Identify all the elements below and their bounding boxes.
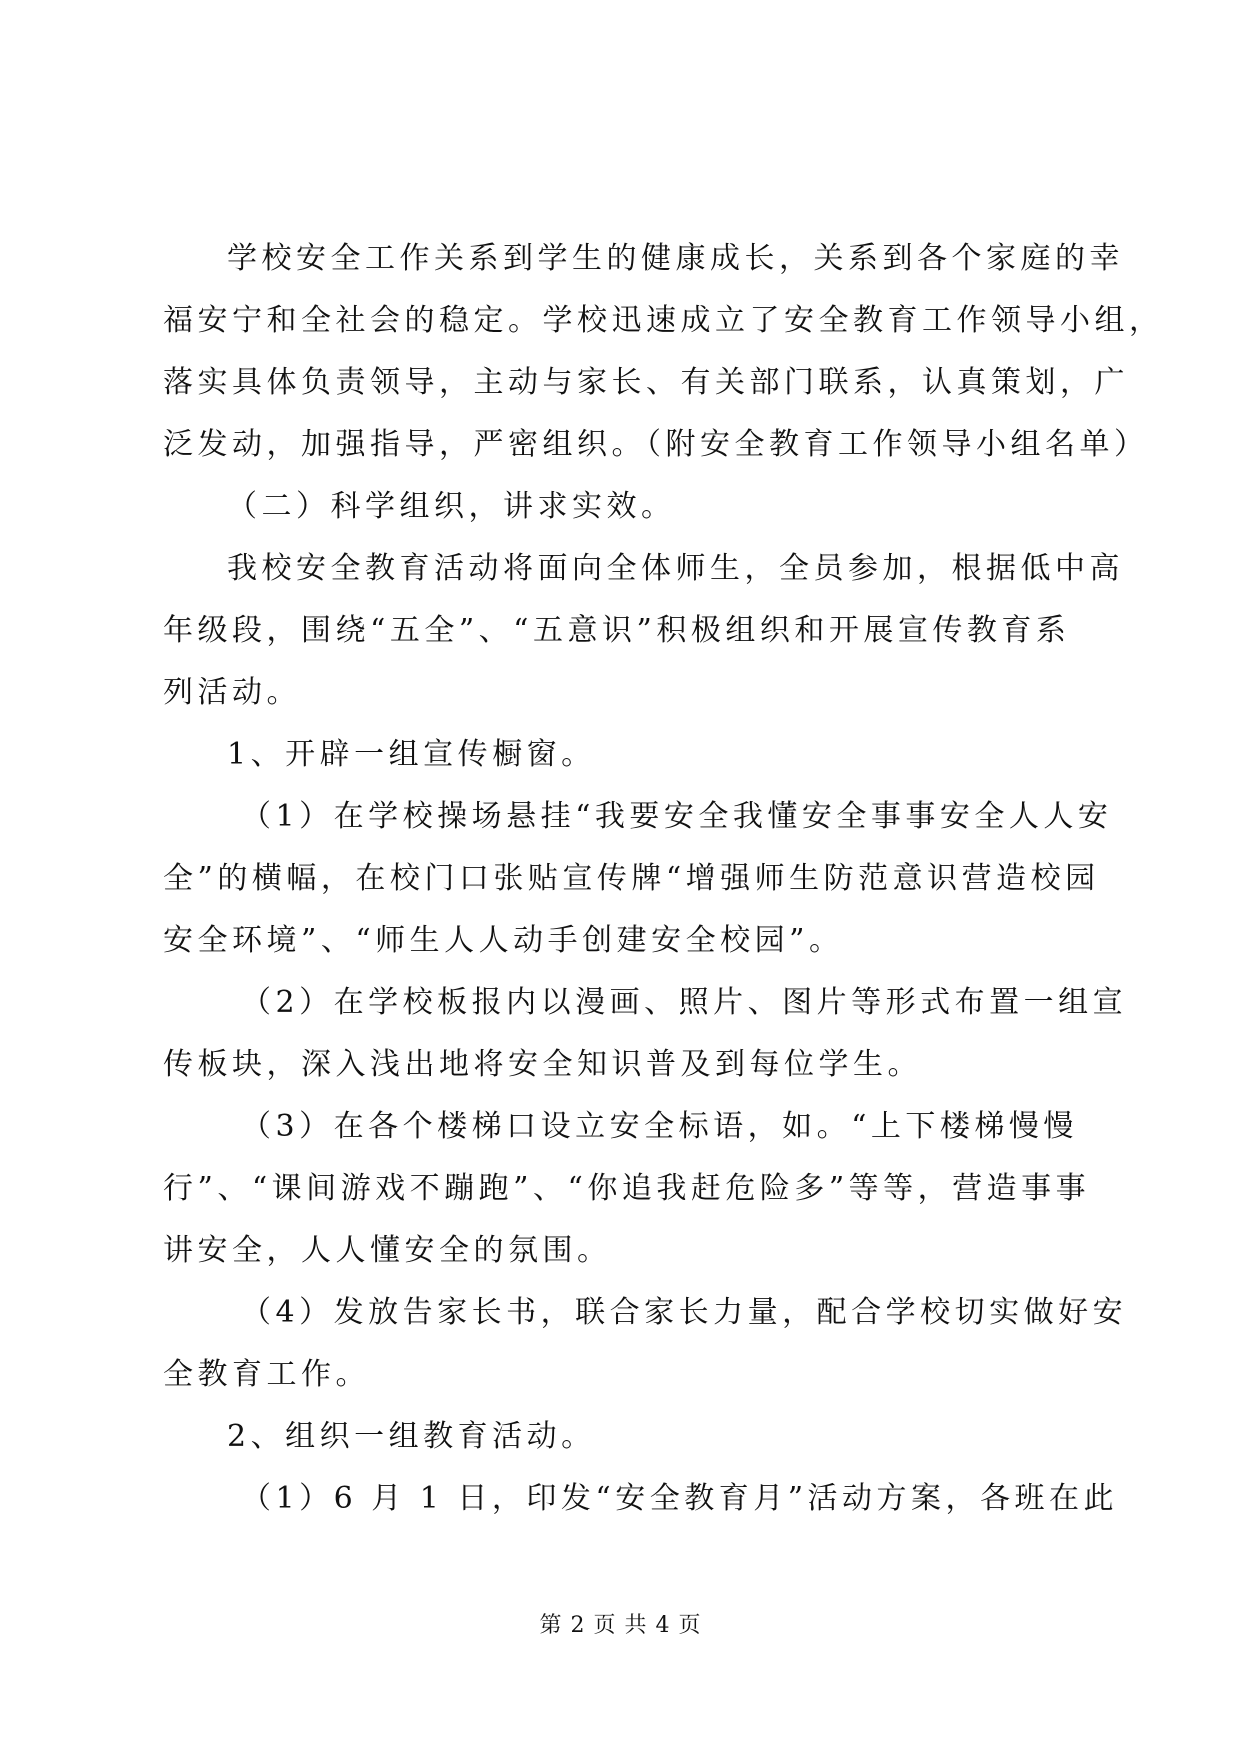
subsection-heading: 2、组织一组教育活动。 bbox=[227, 1419, 596, 1454]
list-item-line: （4）发放告家长书，联合家长力量，配合学校切实做好安 bbox=[241, 1295, 1128, 1330]
list-item-line: 全”的横幅，在校门口张贴宣传牌“增强师生防范意识营造校园 bbox=[163, 861, 1100, 896]
paragraph-line: 年级段，围绕“五全”、“五意识”积极组织和开展宣传教育系 bbox=[163, 613, 1071, 648]
subsection-heading: 1、开辟一组宣传橱窗。 bbox=[227, 737, 596, 772]
list-item-line: （1）在学校操场悬挂“我要安全我懂安全事事安全人人安 bbox=[241, 799, 1113, 834]
list-item-line: 全教育工作。 bbox=[163, 1357, 370, 1392]
list-item-line: 讲安全，人人懂安全的氛围。 bbox=[163, 1233, 612, 1268]
page-number-footer: 第 2 页 共 4 页 bbox=[539, 1613, 702, 1638]
list-item-line: （3）在各个楼梯口设立安全标语，如。“上下楼梯慢慢 bbox=[241, 1109, 1078, 1144]
paragraph-line: 落实具体负责领导，主动与家长、有关部门联系，认真策划，广 bbox=[163, 365, 1129, 400]
paragraph-line: 列活动。 bbox=[163, 675, 301, 710]
list-item-line: 安全环境”、“师生人人动手创建安全校园”。 bbox=[163, 923, 844, 958]
document-body bbox=[163, 228, 1164, 1530]
list-item-line: 行”、“课间游戏不蹦跑”、“你追我赶危险多”等等，营造事事 bbox=[163, 1171, 1091, 1206]
paragraph-line: 学校安全工作关系到学生的健康成长，关系到各个家庭的幸 bbox=[227, 241, 1124, 276]
list-item-line: 传板块，深入浅出地将安全知识普及到每位学生。 bbox=[163, 1047, 922, 1082]
section-heading: （二）科学组织，讲求实效。 bbox=[227, 489, 676, 524]
paragraph-line: 泛发动，加强指导，严密组织。（附安全教育工作领导小组名单） bbox=[163, 427, 1149, 462]
paragraph-line: 我校安全教育活动将面向全体师生，全员参加，根据低中高 bbox=[227, 551, 1124, 586]
list-item-line: （2）在学校板报内以漫画、照片、图片等形式布置一组宣 bbox=[241, 985, 1128, 1020]
list-item-line: （1）6 月 1 日，印发“安全教育月”活动方案，各班在此 bbox=[241, 1481, 1119, 1516]
paragraph-line: 福安宁和全社会的稳定。学校迅速成立了安全教育工作领导小组， bbox=[163, 303, 1164, 338]
